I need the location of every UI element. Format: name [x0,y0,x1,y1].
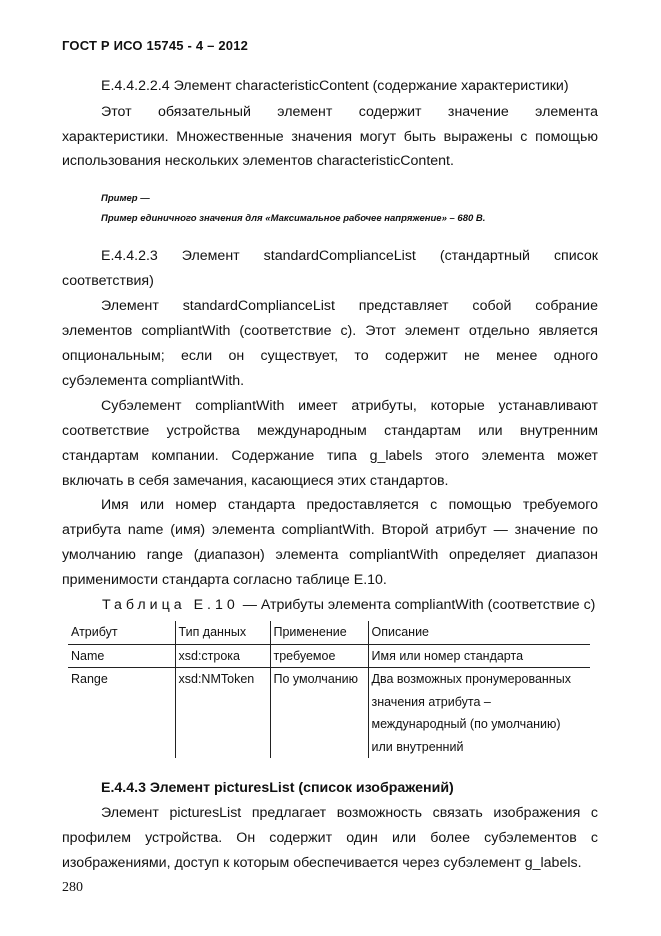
table-cell: требуемое [270,644,368,668]
table-header-cell: Описание [368,621,590,644]
paragraph-line: элементов compliantWith (соответствие с). Этот элемент отдельно является [62,323,598,339]
table-header-cell: Применение [270,621,368,644]
table-cell: Имя или номер стандарта [368,644,590,668]
paragraph-line: опциональным; если он существует, то содержит не менее одного [62,348,598,364]
table-cell: xsd:строка [175,644,270,668]
paragraph-line: стандартам компании. Содержание типа g_labels этого элемента может [62,448,598,464]
table-header-cell: Атрибут [68,621,175,644]
paragraph-line: Имя или номер стандарта предоставляется с помощью требуемого [101,497,598,513]
paragraph-line: умолчанию range (диапазон) элемента compliantWith определяет диапазон [62,547,598,563]
paragraph-line: Элемент standardComplianceList представляет собой собрание [101,298,598,314]
paragraph-line: изображениями, доступ к которым обеспечивается через субэлемент g_labels. [62,855,582,871]
paragraph-line: соответствие устройства международным стандартам или внутренним [62,423,598,439]
table-cell-line: международный (по умолчанию) [371,717,561,731]
table-cell: По умолчанию [270,668,368,759]
paragraph-line: характеристики. Множественные значения могут быть выражены с помощью [62,129,598,145]
table-row [68,668,590,759]
table-header-cell: Тип данных [175,621,270,644]
paragraph-line: соответствия) [62,273,154,289]
table-cell-line: Два возможных пронумерованных [371,672,571,686]
paragraph-line: профилем устройства. Он содержит один или более субэлементов с [62,830,598,846]
table-caption-label: Таблица Е.10 [102,597,239,613]
table-caption [102,597,595,613]
document-header: ГОСТ Р ИСО 15745 - 4 – 2012 [62,38,249,53]
paragraph-line: Субэлемент compliantWith имеет атрибуты, которые устанавливают [101,398,598,414]
paragraph-line: субэлемента compliantWith. [62,373,245,389]
table-header-row [68,621,590,644]
paragraph-line: включать в себя замечания, касающиеся этих стандартов. [62,473,449,489]
table-cell [368,668,590,759]
example-text: Пример единичного значения для «Максимальное рабочее напряжение» – 680 В. [101,213,486,224]
subsection-heading-characteristic-content: Е.4.4.2.2.4 Элемент characteristicContent (содержание характеристики) [101,78,569,94]
paragraph-line: атрибута name (имя) элемента compliantWith. Второй атрибут — значение по [62,522,598,538]
section-heading-pictures-list: Е.4.4.3 Элемент picturesList (список изображений) [101,780,454,796]
paragraph-line: применимости стандарта согласно таблице Е.10. [62,572,387,588]
table-caption-text: — Атрибуты элемента compliantWith (соответствие с) [238,597,596,613]
table-cell-line: или внутренний [371,739,464,754]
table-cell: Name [68,644,175,668]
example-label: Пример — [101,193,150,204]
paragraph-line: Элемент picturesList предлагает возможность связать изображения с [101,805,598,821]
attributes-table [68,621,590,758]
paragraph-line: использования нескольких элементов characteristicContent. [62,153,454,169]
table-cell: xsd:NMToken [175,668,270,759]
table-cell: Range [68,668,175,759]
subsection-heading-standard-compliance-list: Е.4.4.2.3 Элемент standardComplianceList (стандартный список [101,248,598,264]
table-row [68,644,590,668]
paragraph-line: Этот обязательный элемент содержит значение элемента [101,104,598,120]
page-number: 280 [62,880,83,895]
table-cell-line: значения атрибута – [371,694,491,709]
